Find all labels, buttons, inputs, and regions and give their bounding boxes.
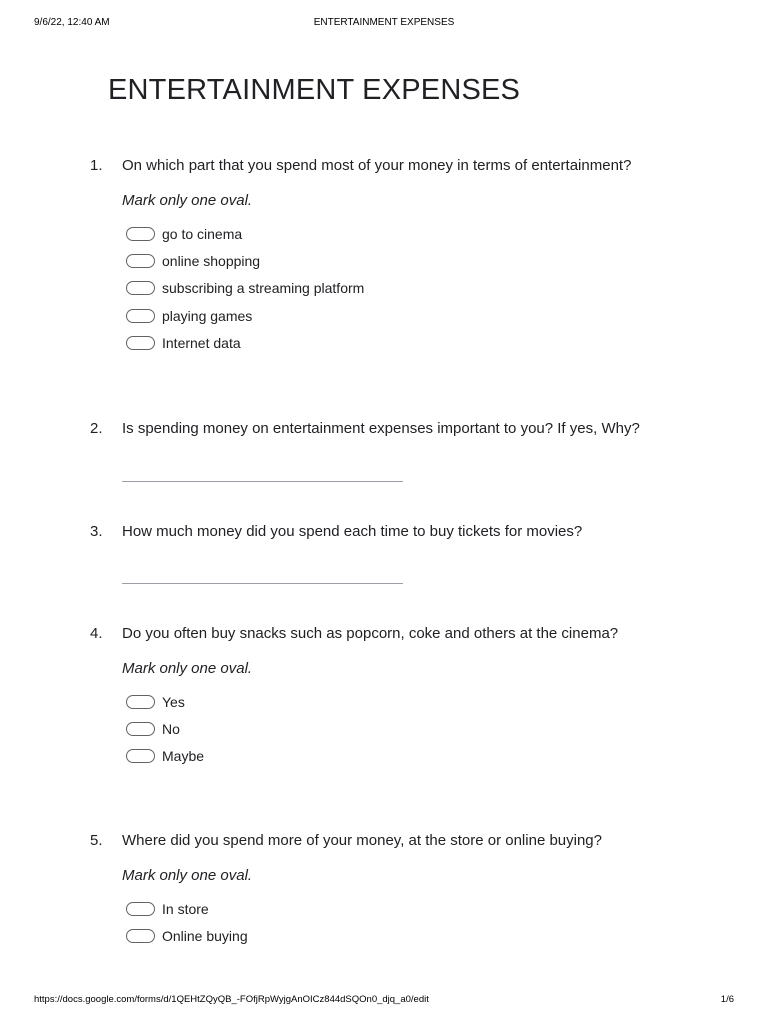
- radio-oval[interactable]: [126, 902, 155, 916]
- question-hint: Mark only one oval.: [122, 867, 253, 884]
- option-internet-data[interactable]: [126, 329, 364, 356]
- question-hint: Mark only one oval.: [122, 660, 253, 677]
- radio-oval[interactable]: [126, 227, 155, 241]
- question-text: Where did you spend more of your money, at the store or online buying?: [122, 832, 602, 849]
- print-header: [34, 17, 734, 31]
- form-title: ENTERTAINMENT EXPENSES: [108, 74, 521, 106]
- radio-oval[interactable]: [126, 929, 155, 943]
- option-group: [126, 220, 364, 356]
- radio-oval[interactable]: [126, 254, 155, 268]
- radio-oval[interactable]: [126, 281, 155, 295]
- option-group: [126, 895, 248, 950]
- question-number: 2.: [90, 420, 103, 437]
- option-yes[interactable]: [126, 688, 204, 715]
- option-label: Yes: [162, 693, 185, 710]
- option-playing-games[interactable]: [126, 302, 364, 329]
- option-label: Online buying: [162, 927, 248, 944]
- option-group: [126, 688, 204, 770]
- question-number: 4.: [90, 625, 103, 642]
- question-number: 1.: [90, 157, 103, 174]
- option-label: playing games: [162, 307, 253, 324]
- radio-oval[interactable]: [126, 722, 155, 736]
- option-in-store[interactable]: [126, 895, 248, 922]
- print-footer: [34, 994, 734, 1008]
- print-date: 9/6/22, 12:40 AM: [34, 17, 110, 28]
- page-url: https://docs.google.com/forms/d/1QEHtZQyQB_-FOfjRpWyjgAnOICz844dSQOn0_djq_a0/edit: [34, 994, 429, 1005]
- option-online-buying[interactable]: [126, 922, 248, 949]
- print-header-title: ENTERTAINMENT EXPENSES: [313, 17, 455, 28]
- question-number: 5.: [90, 832, 103, 849]
- page-number: 1/6: [720, 994, 734, 1005]
- option-no[interactable]: [126, 715, 204, 742]
- question-number: 3.: [90, 523, 103, 540]
- radio-oval[interactable]: [126, 749, 155, 763]
- radio-oval[interactable]: [126, 309, 155, 323]
- option-streaming-platform[interactable]: [126, 275, 364, 302]
- option-label: No: [162, 720, 180, 737]
- short-answer-line[interactable]: [122, 481, 403, 482]
- question-text: Is spending money on entertainment expenses important to you? If yes, Why?: [122, 420, 640, 437]
- question-text: How much money did you spend each time to buy tickets for movies?: [122, 523, 583, 540]
- short-answer-line[interactable]: [122, 583, 403, 584]
- option-label: Maybe: [162, 748, 205, 765]
- option-maybe[interactable]: [126, 743, 204, 770]
- radio-oval[interactable]: [126, 336, 155, 350]
- question-hint: Mark only one oval.: [122, 192, 253, 209]
- option-online-shopping[interactable]: [126, 247, 364, 274]
- radio-oval[interactable]: [126, 695, 155, 709]
- option-label: subscribing a streaming platform: [162, 280, 365, 297]
- option-go-to-cinema[interactable]: [126, 220, 364, 247]
- option-label: Internet data: [162, 334, 241, 351]
- option-label: go to cinema: [162, 225, 243, 242]
- option-label: In store: [162, 900, 209, 917]
- option-label: online shopping: [162, 252, 261, 269]
- question-text: On which part that you spend most of your money in terms of entertainment?: [122, 157, 632, 174]
- question-text: Do you often buy snacks such as popcorn, coke and others at the cinema?: [122, 625, 619, 642]
